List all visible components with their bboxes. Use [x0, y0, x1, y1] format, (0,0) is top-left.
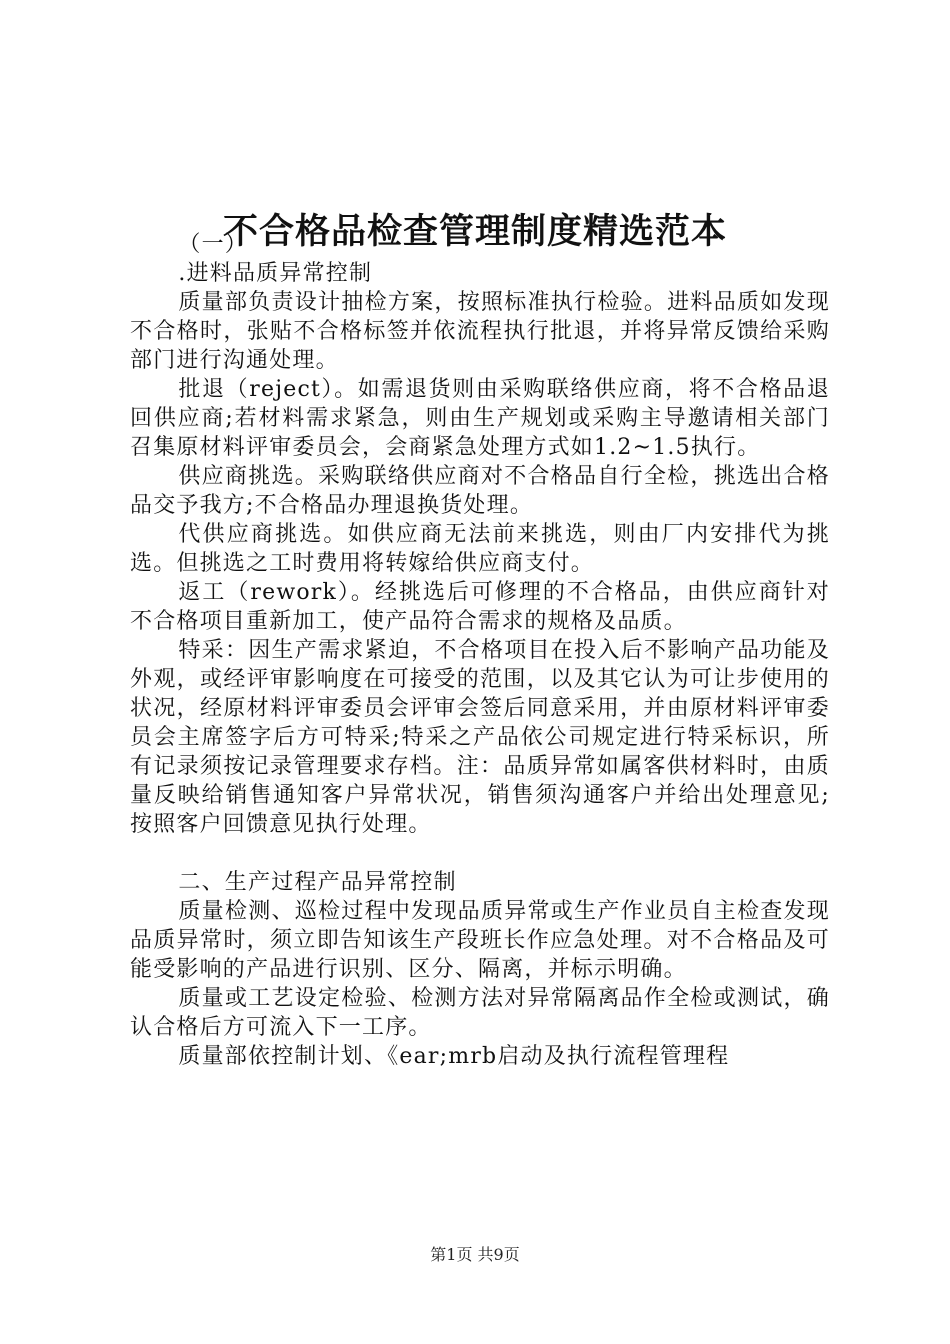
body-paragraph: 特采：因生产需求紧迫，不合格项目在投入后不影响产品功能及外观，或经评审影响度在可接受的范围，以及其它认为可让步使用的状况，经原材料评审委员会评审会签后同意采用，并由原材料评审委员会主席签字后方可特采;特采之产品依公司规定进行特采标识，所有记录须按记录管理要求存档。注：品质异常如属客供材料时，由质量反映给销售通知客户异常状况，销售须沟通客户并给出处理意见;按照客户回馈意见执行处理。 [130, 638, 830, 837]
section-heading: .进料品质异常控制 [178, 261, 373, 286]
section-heading: 二、生产过程产品异常控制 [178, 870, 457, 895]
section-marker: （一） [178, 232, 248, 257]
body-paragraph: 供应商挑选。采购联络供应商对不合格品自行全检，挑选出合格品交予我方;不合格品办理退换货处理。 [130, 464, 830, 518]
body-paragraph: 质量部依控制计划、《ear;mrb启动及执行流程管理程 [178, 1044, 730, 1069]
body-paragraph: 质量部负责设计抽检方案，按照标准执行检验。进料品质如发现不合格时，张贴不合格标签并依流程执行批退，并将异常反馈给采购部门进行沟通处理。 [130, 290, 830, 373]
body-paragraph: 质量检测、巡检过程中发现品质异常或生产作业员自主检查发现品质异常时，须立即告知该生产段班长作应急处理。对不合格品及可能受影响的产品进行识别、区分、隔离，并标示明确。 [130, 899, 830, 982]
body-paragraph: 代供应商挑选。如供应商无法前来挑选，则由厂内安排代为挑选。但挑选之工时费用将转嫁给供应商支付。 [130, 522, 830, 576]
document-title: 不合格品检查管理制度精选范本 [222, 212, 727, 253]
body-paragraph: 返工（rework）。经挑选后可修理的不合格品，由供应商针对不合格项目重新加工，使产品符合需求的规格及品质。 [130, 580, 830, 634]
document-body [130, 230, 830, 1071]
body-paragraph: 批退（reject）。如需退货则由采购联络供应商，将不合格品退回供应商;若材料需求紧急，则由生产规划或采购主导邀请相关部门召集原材料评审委员会，会商紧急处理方式如1.2~1.5执行。 [130, 377, 830, 460]
page-footer: 第1页 共9页 [430, 1245, 520, 1264]
body-paragraph: 质量或工艺设定检验、检测方法对异常隔离品作全检或测试，确认合格后方可流入下一工序。 [130, 986, 830, 1040]
